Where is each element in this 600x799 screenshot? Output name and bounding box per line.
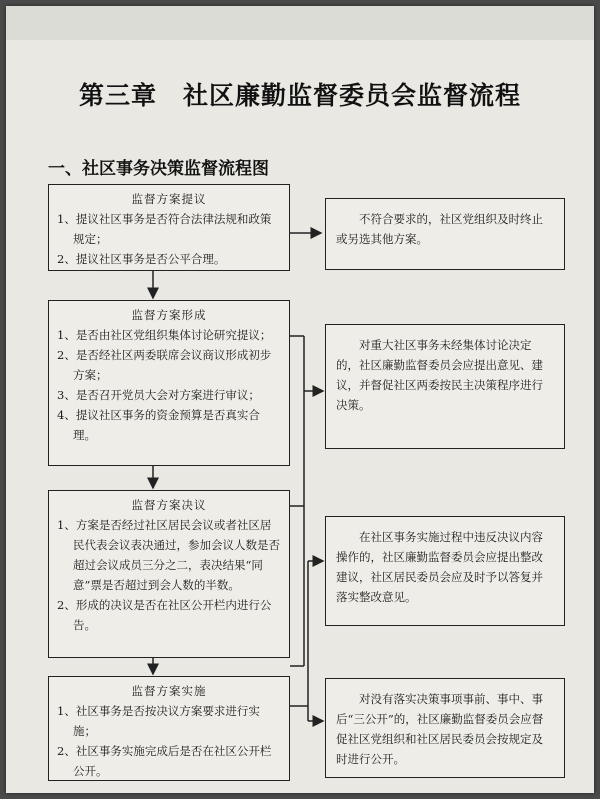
outcome-box-2: 对重大社区事务未经集体讨论决定的，社区廉勤监督委员会应提出意见、建议，并督促社区两委按民主决策程序进行决策。 [325, 324, 565, 449]
step-title: 监督方案提议 [131, 192, 207, 206]
step-item: 2、是否经社区两委联席会议商议形成初步方案； [57, 348, 272, 382]
step-item: 2、提议社区事务是否公平合理。 [57, 252, 226, 266]
step-item: 1、社区事务是否按决议方案要求进行实施； [57, 704, 260, 738]
step-title: 监督方案实施 [131, 684, 207, 698]
step-item: 1、是否由社区党组织集体讨论研究提议； [57, 328, 272, 342]
step-title: 监督方案决议 [131, 498, 207, 512]
step-box-implementation [48, 676, 290, 781]
chapter-title: 第三章 社区廉勤监督委员会监督流程 [78, 81, 521, 110]
step-item: 1、提议社区事务是否符合法律法规和政策规定； [57, 212, 272, 246]
step-box-formation [48, 300, 290, 466]
step-box-resolution [48, 490, 290, 658]
step-item: 4、提议社区事务的资金预算是否真实合理。 [57, 408, 260, 442]
outcome-box-3: 在社区事务实施过程中违反决议内容操作的，社区廉勤监督委员会应提出整改建议，社区居民委员会应及时予以答复并落实整改意见。 [325, 516, 565, 626]
step-item: 1、方案是否经过社区居民会议或者社区居民代表会议表决通过，参加会议人数是否超过会议成员三分之二，表决结果“同意”票是否超过到会人数的半数。 [57, 518, 280, 592]
outcome-box-1: 不符合要求的，社区党组织及时终止或另选其他方案。 [325, 198, 565, 270]
step-title: 监督方案形成 [131, 308, 207, 322]
step-box-proposal [48, 184, 290, 271]
outcome-box-4: 对没有落实决策事项事前、事中、事后“三公开”的，社区廉勤监督委员会应督促社区党组织和社区居民委员会按规定及时进行公开。 [325, 678, 565, 778]
step-item: 2、形成的决议是否在社区公开栏内进行公告。 [57, 598, 272, 632]
step-item: 3、是否召开党员大会对方案进行审议； [57, 388, 260, 402]
section-title: 一、社区事务决策监督流程图 [48, 159, 269, 179]
document-page [6, 6, 594, 793]
step-item: 2、社区事务实施完成后是否在社区公开栏公开。 [57, 744, 272, 778]
